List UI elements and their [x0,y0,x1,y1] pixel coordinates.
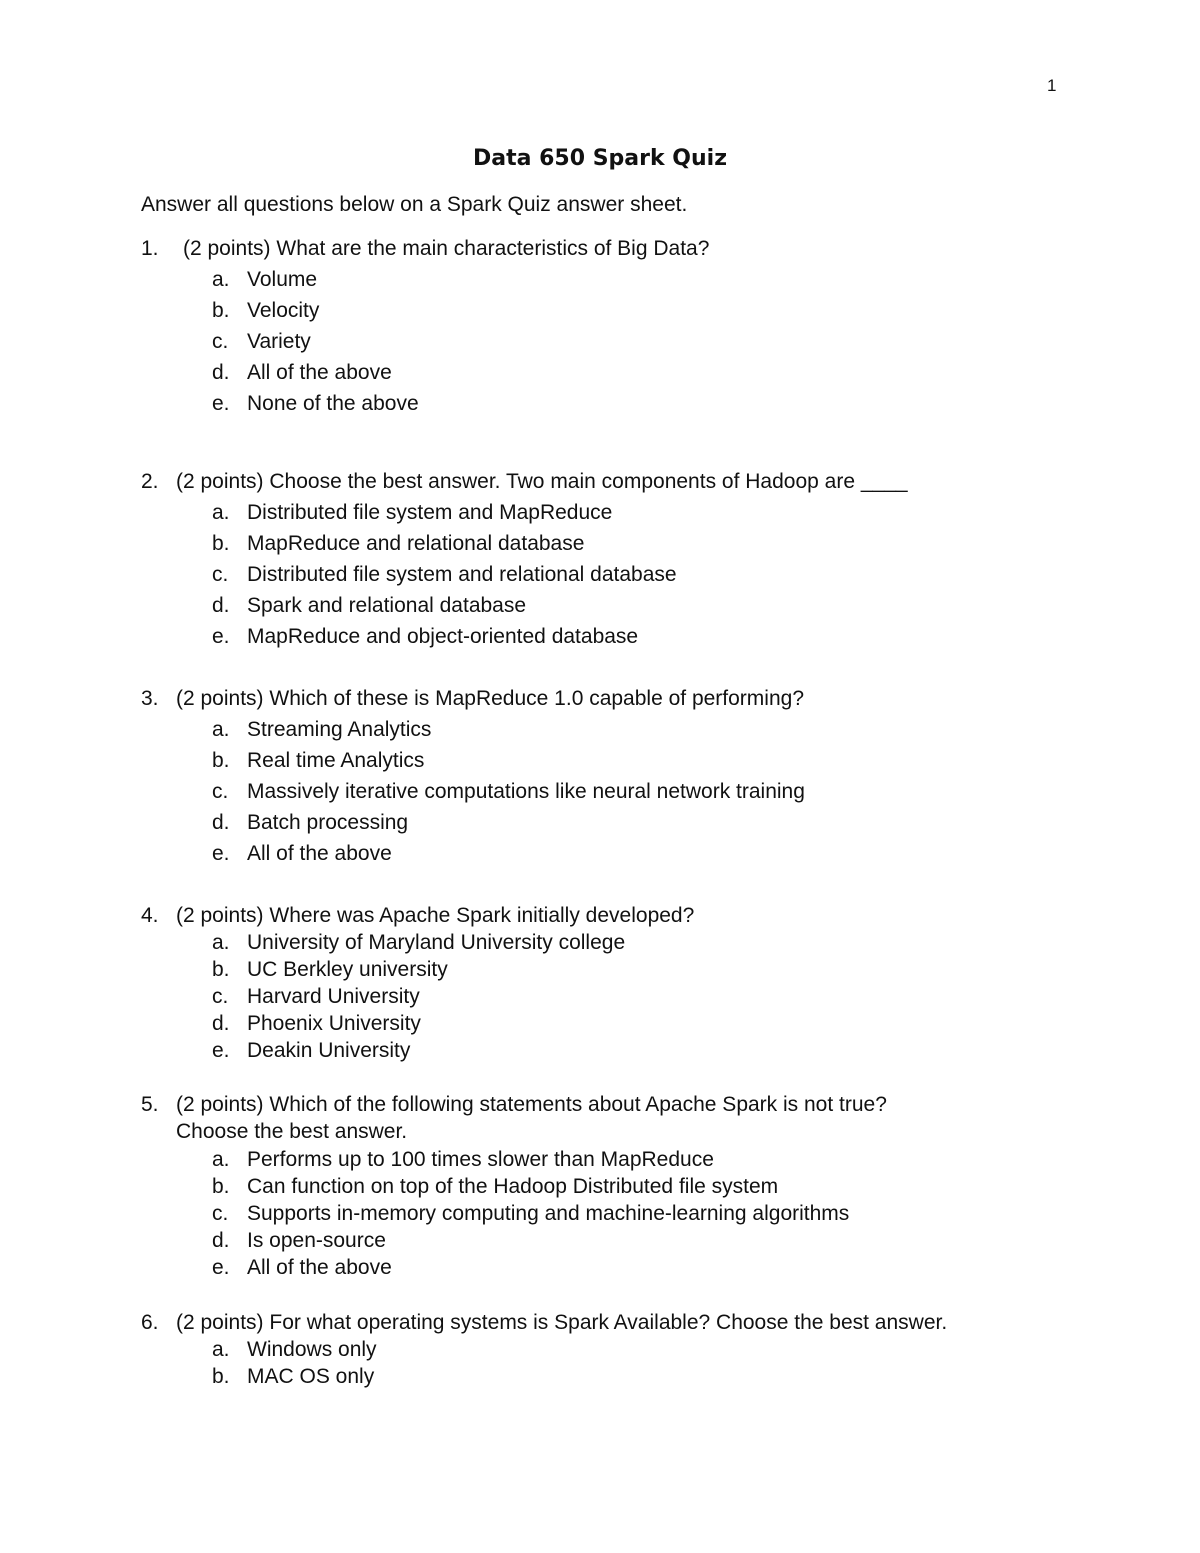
instructions: Answer all questions below on a Spark Quiz answer sheet. [141,193,688,216]
option-text: Harvard University [247,985,420,1008]
option-letter: c. [212,780,229,803]
option-text: Distributed file system and relational database [247,563,677,586]
question-text: (2 points) Which of these is MapReduce 1.0 capable of performing? [176,687,805,710]
option-letter: a. [212,1148,230,1171]
question-number: 3. [141,687,159,710]
option-letter: e. [212,842,230,865]
option-letter: d. [212,811,230,834]
option-text: Streaming Analytics [247,718,432,741]
question-number: 1. [141,237,159,260]
option-letter: e. [212,625,230,648]
option-text: UC Berkley university [247,958,448,981]
option-letter: d. [212,1012,230,1035]
option-letter: b. [212,532,230,555]
option-text: None of the above [247,392,419,415]
option-letter: a. [212,718,230,741]
option-text: MapReduce and relational database [247,532,585,555]
option-letter: b. [212,958,230,981]
page-title: Data 650 Spark Quiz [473,146,727,171]
option-letter: b. [212,1175,230,1198]
option-text: Variety [247,330,311,353]
option-letter: a. [212,1338,230,1361]
option-letter: c. [212,1202,229,1225]
option-letter: a. [212,268,230,291]
option-letter: a. [212,501,230,524]
option-text: Is open-source [247,1229,386,1252]
option-text: Phoenix University [247,1012,421,1035]
question-number: 4. [141,904,159,927]
option-text: Volume [247,268,318,291]
question-number: 2. [141,470,159,493]
question-number: 5. [141,1093,159,1116]
option-letter: d. [212,594,230,617]
question-text: (2 points) For what operating systems is Spark Available? Choose the best answer. [176,1311,948,1334]
question-number: 6. [141,1311,159,1334]
question-text: (2 points) Where was Apache Spark initially developed? [176,904,695,927]
option-text: Massively iterative computations like neural network training [247,780,805,803]
option-text: MapReduce and object-oriented database [247,625,639,648]
option-text: Velocity [247,299,320,322]
option-letter: b. [212,749,230,772]
option-text: Spark and relational database [247,594,527,617]
option-text: All of the above [247,361,392,384]
option-text: University of Maryland University college [247,931,626,954]
option-letter: a. [212,931,230,954]
option-letter: c. [212,563,229,586]
option-text: MAC OS only [247,1365,375,1388]
option-text: Batch processing [247,811,409,834]
option-text: Can function on top of the Hadoop Distributed file system [247,1175,779,1198]
option-letter: b. [212,1365,230,1388]
option-text: Distributed file system and MapReduce [247,501,613,524]
option-letter: b. [212,299,230,322]
option-text: Real time Analytics [247,749,425,772]
option-letter: c. [212,985,229,1008]
option-text: All of the above [247,842,392,865]
question-text: Choose the best answer. [176,1120,408,1143]
question-text: (2 points) What are the main characteristics of Big Data? [183,237,710,260]
question-text: (2 points) Which of the following statements about Apache Spark is not true? [176,1093,887,1116]
option-letter: d. [212,1229,230,1252]
option-letter: e. [212,1256,230,1279]
option-letter: d. [212,361,230,384]
question-text: (2 points) Choose the best answer. Two main components of Hadoop are ____ [176,470,908,493]
option-text: Performs up to 100 times slower than MapReduce [247,1148,714,1171]
option-letter: e. [212,1039,230,1062]
option-letter: c. [212,330,229,353]
option-text: Deakin University [247,1039,411,1062]
option-text: Windows only [247,1338,377,1361]
option-text: Supports in-memory computing and machine-learning algorithms [247,1202,850,1225]
option-letter: e. [212,392,230,415]
option-text: All of the above [247,1256,392,1279]
page-number: 1 [1047,76,1057,95]
